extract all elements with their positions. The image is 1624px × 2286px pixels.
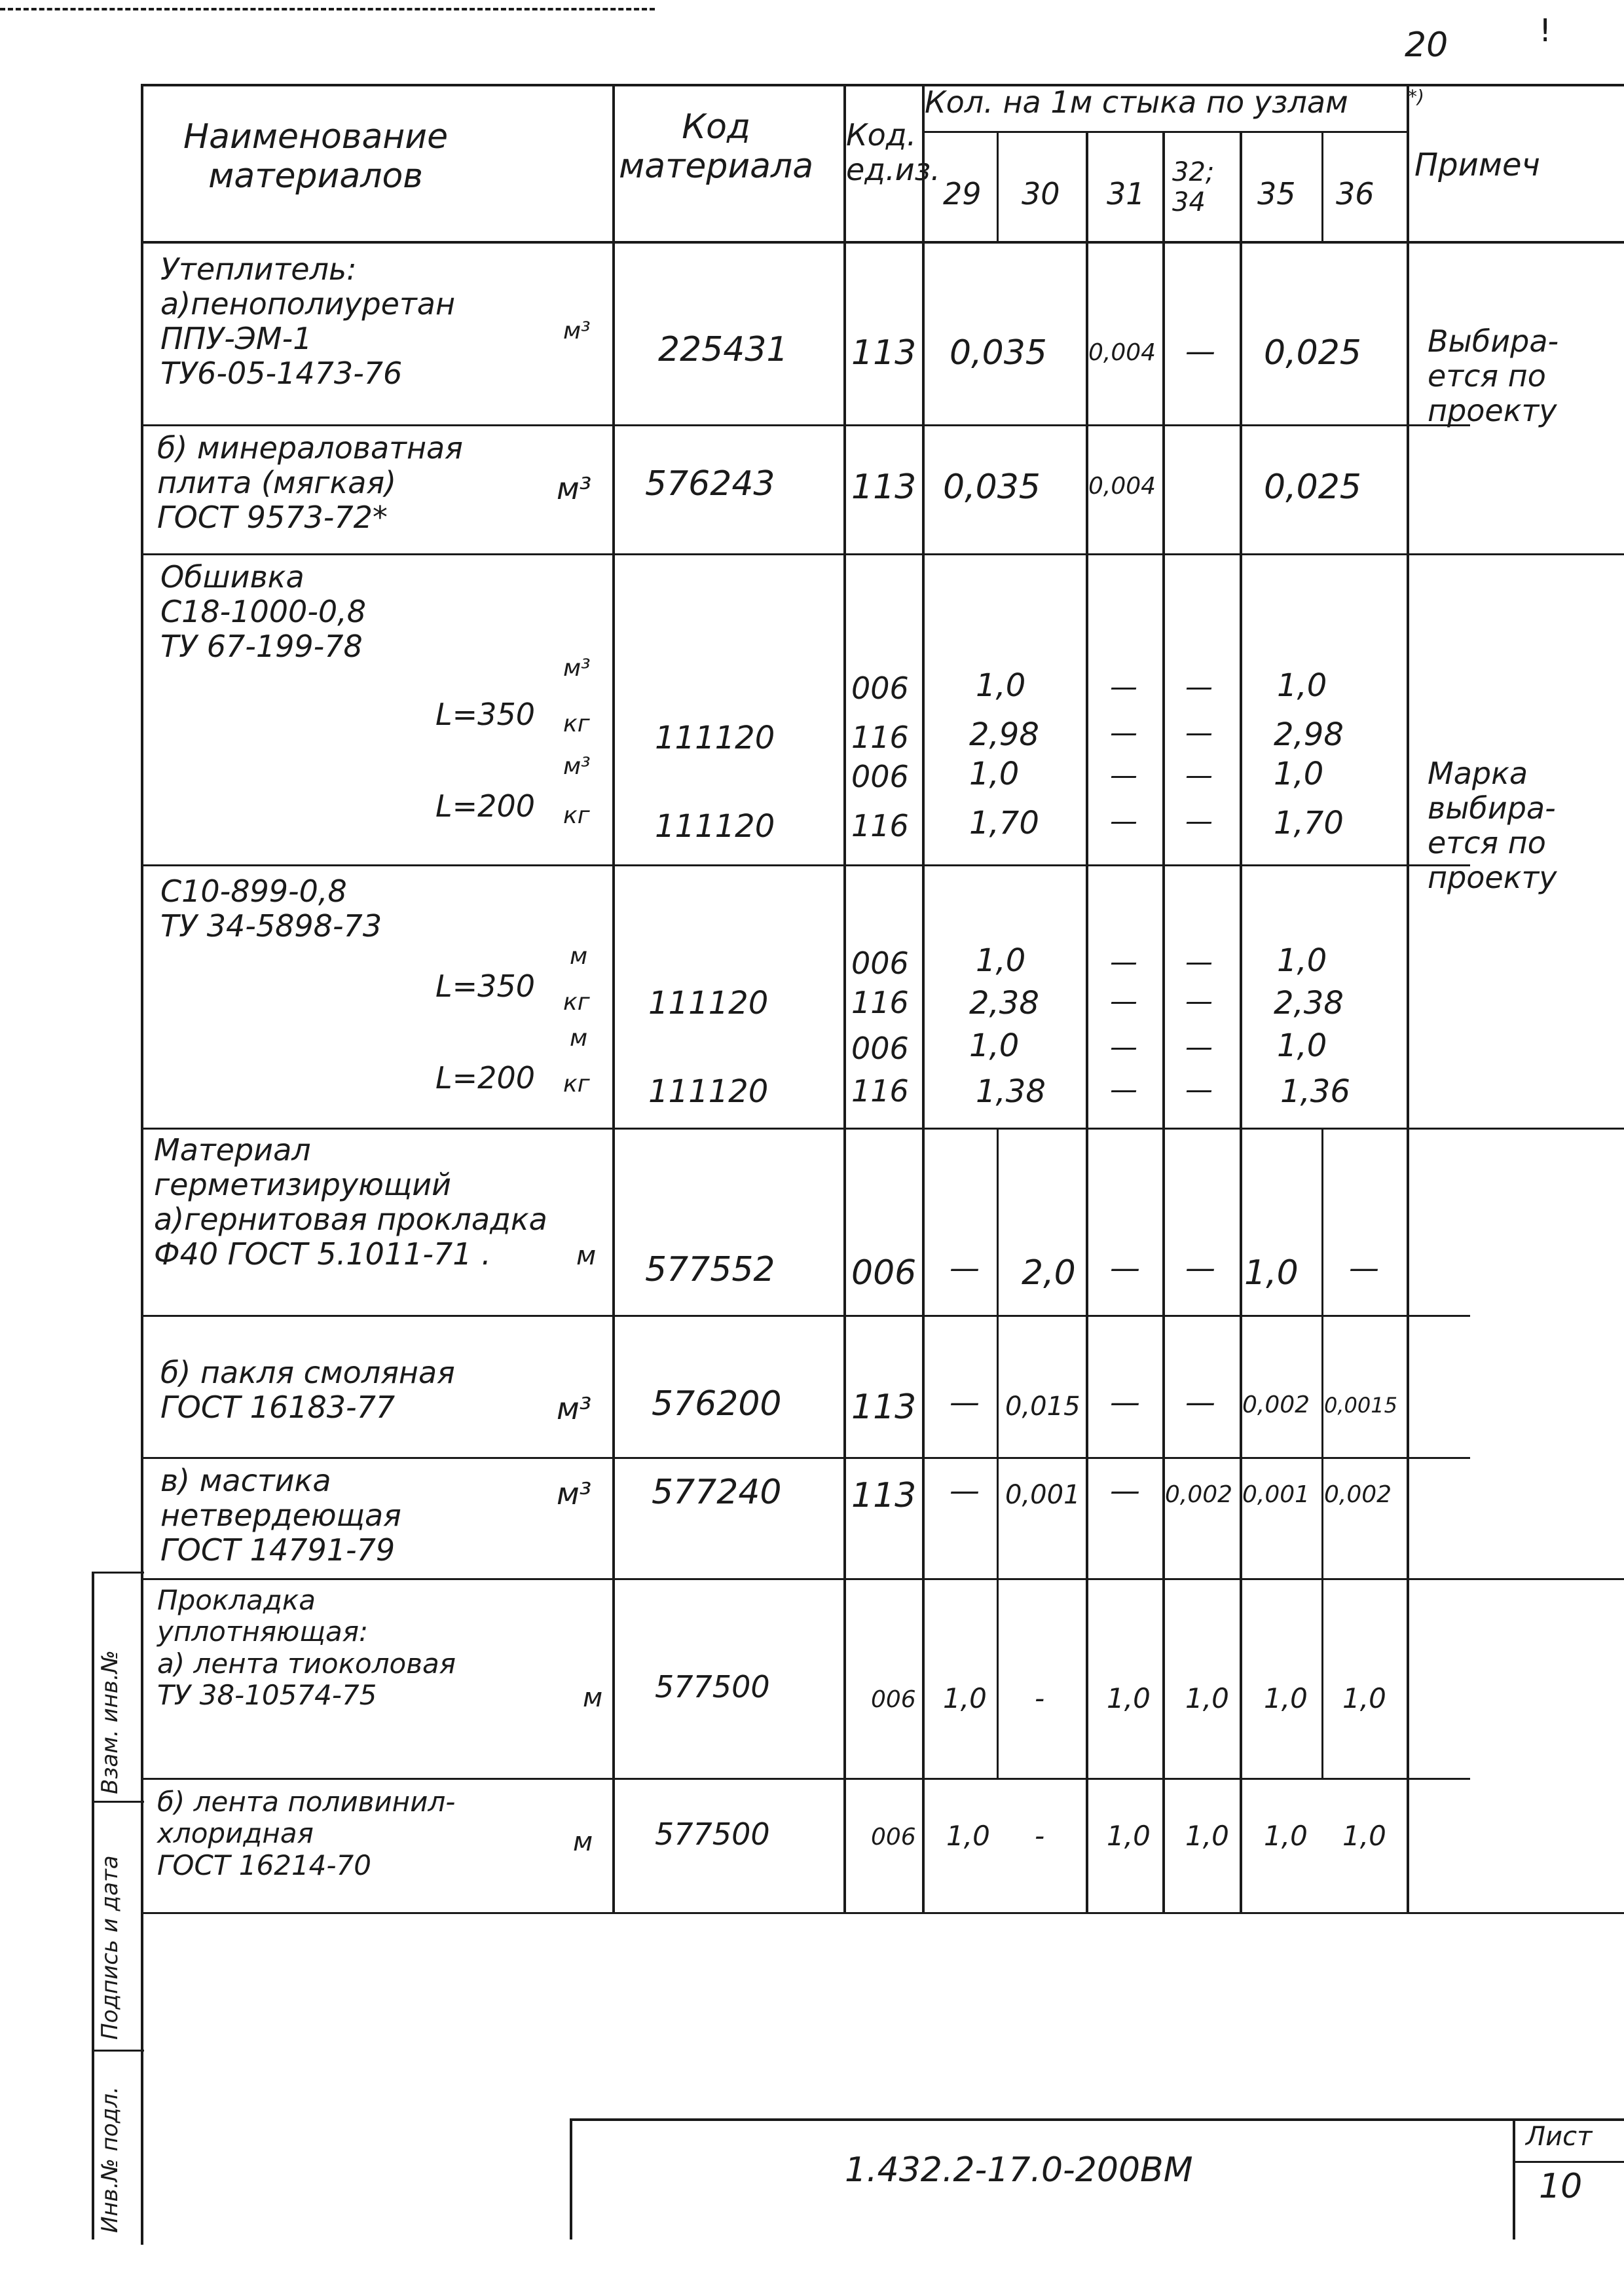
node-36: 36	[1336, 176, 1375, 212]
row-cladding-c10-code: 111120	[648, 1073, 769, 1110]
row-mineral-wool-name: б) минераловатная плита (мягкая) ГОСТ 9573-72*	[157, 430, 463, 535]
row-oakum-unit: м³	[557, 1391, 592, 1426]
row-mastic-q32-34: 0,002	[1165, 1481, 1233, 1508]
row-cladding-c10-length-350: L=350	[435, 968, 535, 1004]
title-block-top	[570, 2118, 1624, 2121]
row-tape-thiokol-q31: 1,0	[1107, 1682, 1151, 1714]
row-cladding-c18-q35-36: 1,0	[1277, 667, 1327, 704]
row-cladding-c10-q31: —	[1110, 985, 1137, 1017]
row-cladding-c10-q35-36: 1,0	[1277, 942, 1327, 979]
row-cladding-c10-ucode: 006	[851, 1031, 909, 1066]
col-divider-29-30	[997, 131, 999, 241]
table-left-border	[141, 84, 143, 2245]
row-cladding-c10-ucode: 116	[851, 985, 909, 1020]
row-insulation-ppu-q31: 0,004	[1088, 339, 1156, 366]
table-top-border	[141, 84, 1624, 86]
row-sealant-gernit-q29: —	[950, 1250, 980, 1285]
row-tape-pvc-code: 577500	[655, 1816, 770, 1852]
row-oakum-q32-34: —	[1185, 1384, 1215, 1420]
row-mineral-wool-q31: 0,004	[1088, 473, 1156, 500]
header-bottom-border	[141, 241, 1624, 244]
row-sealant-gernit-q30: 2,0	[1022, 1253, 1076, 1293]
row-insulation-ppu-q35-36: 0,025	[1264, 333, 1361, 373]
row-tape-thiokol-q36: 1,0	[1342, 1682, 1386, 1714]
header-material-name: Наименование материалов	[183, 117, 449, 196]
row-divider	[141, 1315, 1470, 1317]
row-tape-pvc-q36: 1,0	[1342, 1820, 1386, 1852]
row-cladding-c18-ucode: 116	[851, 808, 909, 843]
table-bottom-border	[141, 1912, 1624, 1914]
col-divider-32-35	[1240, 131, 1242, 1912]
row-divider	[141, 1578, 1624, 1580]
row-cladding-c18-q35-36: 2,98	[1274, 716, 1344, 753]
row-cladding-c18-q32-34: —	[1185, 671, 1213, 703]
node-31: 31	[1107, 176, 1145, 212]
col-divider-30-31	[1086, 131, 1088, 1912]
row-oakum-name: б) пакля смоляная ГОСТ 16183-77	[160, 1355, 455, 1425]
col-divider-29-30	[997, 1128, 999, 1778]
col-divider-35-36	[1321, 1128, 1323, 1778]
side-stamp-divider	[92, 1801, 144, 1803]
row-sealant-gernit-ucode: 006	[851, 1253, 917, 1293]
row-cladding-c18-unit: м³	[563, 655, 591, 682]
col-divider-note	[1407, 84, 1409, 1912]
row-cladding-c18-q35-36: 1,70	[1274, 805, 1344, 841]
title-block-sheet-row	[1513, 2161, 1624, 2163]
node-29: 29	[943, 176, 982, 212]
header-quantity-footnote: *)	[1408, 86, 1424, 107]
row-tape-pvc-q32-34: 1,0	[1185, 1820, 1229, 1852]
row-mastic-code: 577240	[652, 1473, 782, 1512]
row-tape-thiokol-q29: 1,0	[943, 1682, 987, 1714]
row-tape-thiokol-q35: 1,0	[1264, 1682, 1308, 1714]
page-corner-mark: !	[1539, 12, 1552, 49]
side-stamp-border	[92, 1572, 94, 2240]
title-block-left	[570, 2118, 572, 2240]
row-cladding-c10-ucode: 116	[851, 1073, 909, 1109]
row-cladding-c10-q31: —	[1110, 1031, 1137, 1063]
row-cladding-c10-q35-36: 1,0	[1277, 1027, 1327, 1064]
row-sealant-gernit-q31: —	[1110, 1250, 1140, 1285]
row-cladding-c18-ucode: 006	[851, 671, 909, 706]
row-mineral-wool-ucode: 113	[851, 468, 917, 507]
row-tape-thiokol-q32-34: 1,0	[1185, 1682, 1229, 1714]
col-divider	[922, 84, 925, 1912]
node-30: 30	[1022, 176, 1060, 212]
row-cladding-c18-unit: кг	[563, 710, 590, 737]
row-mineral-wool-q35-36: 0,025	[1264, 468, 1361, 507]
sheet-number: 10	[1539, 2167, 1583, 2206]
row-cladding-c18-ucode: 006	[851, 759, 909, 794]
row-cladding-c18-q29-30: 2,98	[969, 716, 1039, 753]
row-mastic-unit: м³	[557, 1476, 592, 1511]
row-cladding-c10-unit: м	[570, 1025, 588, 1052]
row-cladding-c18-q29-30: 1,0	[969, 756, 1020, 792]
row-insulation-ppu-name: Утеплитель: а)пенополиуретан ППУ-ЭМ-1 ТУ6-05-1473-76	[160, 251, 456, 391]
row-sealant-gernit-unit: м	[576, 1241, 597, 1271]
side-label-original-inv: Инв.№ подл.	[97, 2086, 123, 2233]
row-cladding-c10-q32-34: —	[1185, 1073, 1213, 1105]
node-35: 35	[1257, 176, 1296, 212]
row-cladding-c10-code: 111120	[648, 985, 769, 1022]
row-tape-thiokol-name: Прокладка уплотняющая: а) лента тиоколовая ТУ 38-10574-75	[157, 1584, 456, 1711]
row-oakum-q30: 0,015	[1005, 1392, 1080, 1422]
row-mineral-wool-q29-30: 0,035	[943, 468, 1041, 507]
row-mastic-q31: —	[1110, 1473, 1140, 1508]
side-stamp-divider	[92, 1572, 144, 1574]
row-oakum-code: 576200	[652, 1384, 782, 1424]
row-mastic-q36: 0,002	[1324, 1481, 1392, 1508]
row-cladding-c18-code: 111120	[655, 808, 775, 845]
row-cladding-c18-q32-34: —	[1185, 716, 1213, 748]
row-cladding-c10-q35-36: 2,38	[1274, 985, 1344, 1022]
row-mineral-wool-code: 576243	[645, 464, 775, 504]
row-cladding-c10-q29-30: 1,0	[976, 942, 1026, 979]
row-insulation-ppu-ucode: 113	[851, 333, 917, 373]
row-cladding-c10-length-200: L=200	[435, 1060, 535, 1096]
side-stamp-divider	[92, 2050, 144, 2052]
row-tape-pvc-q31: 1,0	[1107, 1820, 1151, 1852]
row-tape-thiokol-q30: -	[1035, 1682, 1045, 1714]
row-cladding-c18-q31: —	[1110, 759, 1137, 791]
top-edge-dash	[0, 8, 655, 10]
row-tape-pvc-ucode: 006	[871, 1824, 916, 1851]
document-code: 1.432.2-17.0-200ВМ	[845, 2150, 1193, 2190]
header-note: Примеч	[1414, 147, 1540, 183]
row-insulation-ppu-unit: м³	[563, 318, 591, 344]
row-cladding-c10-q29-30: 1,0	[969, 1027, 1020, 1064]
row-divider	[141, 424, 1470, 426]
row-tape-thiokol-code: 577500	[655, 1669, 770, 1705]
row-insulation-ppu-q32-34: —	[1185, 333, 1215, 369]
row-mineral-wool-unit: м³	[557, 471, 592, 506]
row-mastic-name: в) мастика нетвердеющая ГОСТ 14791-79	[160, 1463, 401, 1568]
row-insulation-note: Выбира- ется по проекту	[1428, 323, 1559, 428]
row-mastic-ucode: 113	[851, 1476, 917, 1515]
row-cladding-c10-ucode: 006	[851, 946, 909, 981]
row-divider	[141, 553, 1624, 555]
row-cladding-c18-name: Обшивка С18-1000-0,8 ТУ 67-199-78	[160, 559, 367, 664]
row-cladding-c18-length-350: L=350	[435, 697, 535, 732]
row-cladding-c18-q31: —	[1110, 805, 1137, 837]
row-cladding-c18-ucode: 116	[851, 720, 909, 755]
row-divider	[141, 1457, 1470, 1459]
row-cladding-c10-q31: —	[1110, 946, 1137, 978]
row-mastic-q35: 0,001	[1242, 1481, 1310, 1508]
header-unit-code: Код. ед.из.	[846, 117, 940, 187]
col-divider-31-32	[1162, 131, 1165, 1912]
row-oakum-q29: —	[950, 1384, 980, 1420]
col-divider-35-36	[1321, 131, 1323, 241]
row-cladding-c10-name: С10-899-0,8 ТУ 34-5898-73	[160, 874, 382, 944]
side-label-signature-date: Подпись и дата	[97, 1855, 123, 2040]
row-oakum-q31: —	[1110, 1384, 1140, 1420]
col-divider	[843, 84, 846, 1912]
row-divider	[141, 1128, 1624, 1130]
row-mastic-q30: 0,001	[1005, 1480, 1080, 1510]
row-cladding-c10-q29-30: 2,38	[969, 985, 1039, 1022]
row-insulation-ppu-q29-30: 0,035	[950, 333, 1047, 373]
title-block-sheet-divider	[1513, 2118, 1515, 2240]
row-oakum-q35: 0,002	[1242, 1392, 1310, 1418]
row-tape-pvc-q30: -	[1035, 1820, 1045, 1852]
row-cladding-c18-q31: —	[1110, 671, 1137, 703]
row-divider	[141, 864, 1470, 866]
row-tape-thiokol-ucode: 006	[871, 1686, 916, 1713]
row-cladding-c18-length-200: L=200	[435, 788, 535, 824]
row-oakum-q36: 0,0015	[1324, 1393, 1397, 1418]
row-cladding-c18-unit: м³	[563, 753, 591, 780]
row-tape-thiokol-unit: м	[583, 1683, 603, 1713]
row-cladding-c18-unit: кг	[563, 802, 590, 829]
row-tape-pvc-q29: 1,0	[946, 1820, 990, 1852]
row-cladding-c10-unit: кг	[563, 1071, 590, 1097]
header-material-code: Код материала	[619, 107, 814, 186]
row-cladding-note: Марка выбира- ется по проекту	[1428, 756, 1557, 895]
row-cladding-c18-q29-30: 1,70	[969, 805, 1039, 841]
row-cladding-c18-q35-36: 1,0	[1274, 756, 1324, 792]
row-cladding-c18-code: 111120	[655, 720, 775, 756]
row-cladding-c10-q31: —	[1110, 1073, 1137, 1105]
row-cladding-c10-q32-34: —	[1185, 985, 1213, 1017]
row-sealant-gernit-q36: —	[1349, 1250, 1379, 1285]
row-cladding-c10-unit: кг	[563, 989, 590, 1016]
row-oakum-ucode: 113	[851, 1388, 917, 1427]
row-sealant-gernit-code: 577552	[645, 1250, 775, 1289]
row-tape-pvc-name: б) лента поливинил- хлоридная ГОСТ 16214-70	[157, 1786, 456, 1881]
row-cladding-c10-q35-36: 1,36	[1280, 1073, 1350, 1110]
header-quantity-per-node: Кол. на 1м стыка по узлам	[925, 84, 1348, 120]
row-tape-pvc-unit: м	[573, 1827, 593, 1857]
row-cladding-c10-q32-34: —	[1185, 1031, 1213, 1063]
row-tape-pvc-q35: 1,0	[1264, 1820, 1308, 1852]
row-mastic-q29: —	[950, 1473, 980, 1508]
row-cladding-c10-unit: м	[570, 943, 588, 970]
row-cladding-c10-q32-34: —	[1185, 946, 1213, 978]
col-divider	[612, 84, 615, 1912]
row-sealant-gernit-q32-34: —	[1185, 1250, 1215, 1285]
side-label-replacement-inv: Взам. инв.№	[97, 1650, 123, 1794]
row-cladding-c18-q32-34: —	[1185, 805, 1213, 837]
row-sealant-gernit-name: Материал герметизирующий a)гернитовая прокладка Ф40 ГОСТ 5.1011-71 .	[154, 1132, 547, 1272]
node-32-34: 32; 34	[1172, 157, 1215, 217]
row-cladding-c10-q29-30: 1,38	[976, 1073, 1046, 1110]
row-cladding-c18-q32-34: —	[1185, 759, 1213, 791]
row-cladding-c18-q31: —	[1110, 716, 1137, 748]
page-corner-number: 20	[1405, 26, 1449, 65]
row-divider	[141, 1778, 1470, 1780]
row-sealant-gernit-q35: 1,0	[1244, 1253, 1299, 1293]
sheet-label: Лист	[1526, 2122, 1593, 2152]
row-insulation-ppu-code: 225431	[658, 330, 788, 369]
row-cladding-c18-q29-30: 1,0	[976, 667, 1026, 704]
